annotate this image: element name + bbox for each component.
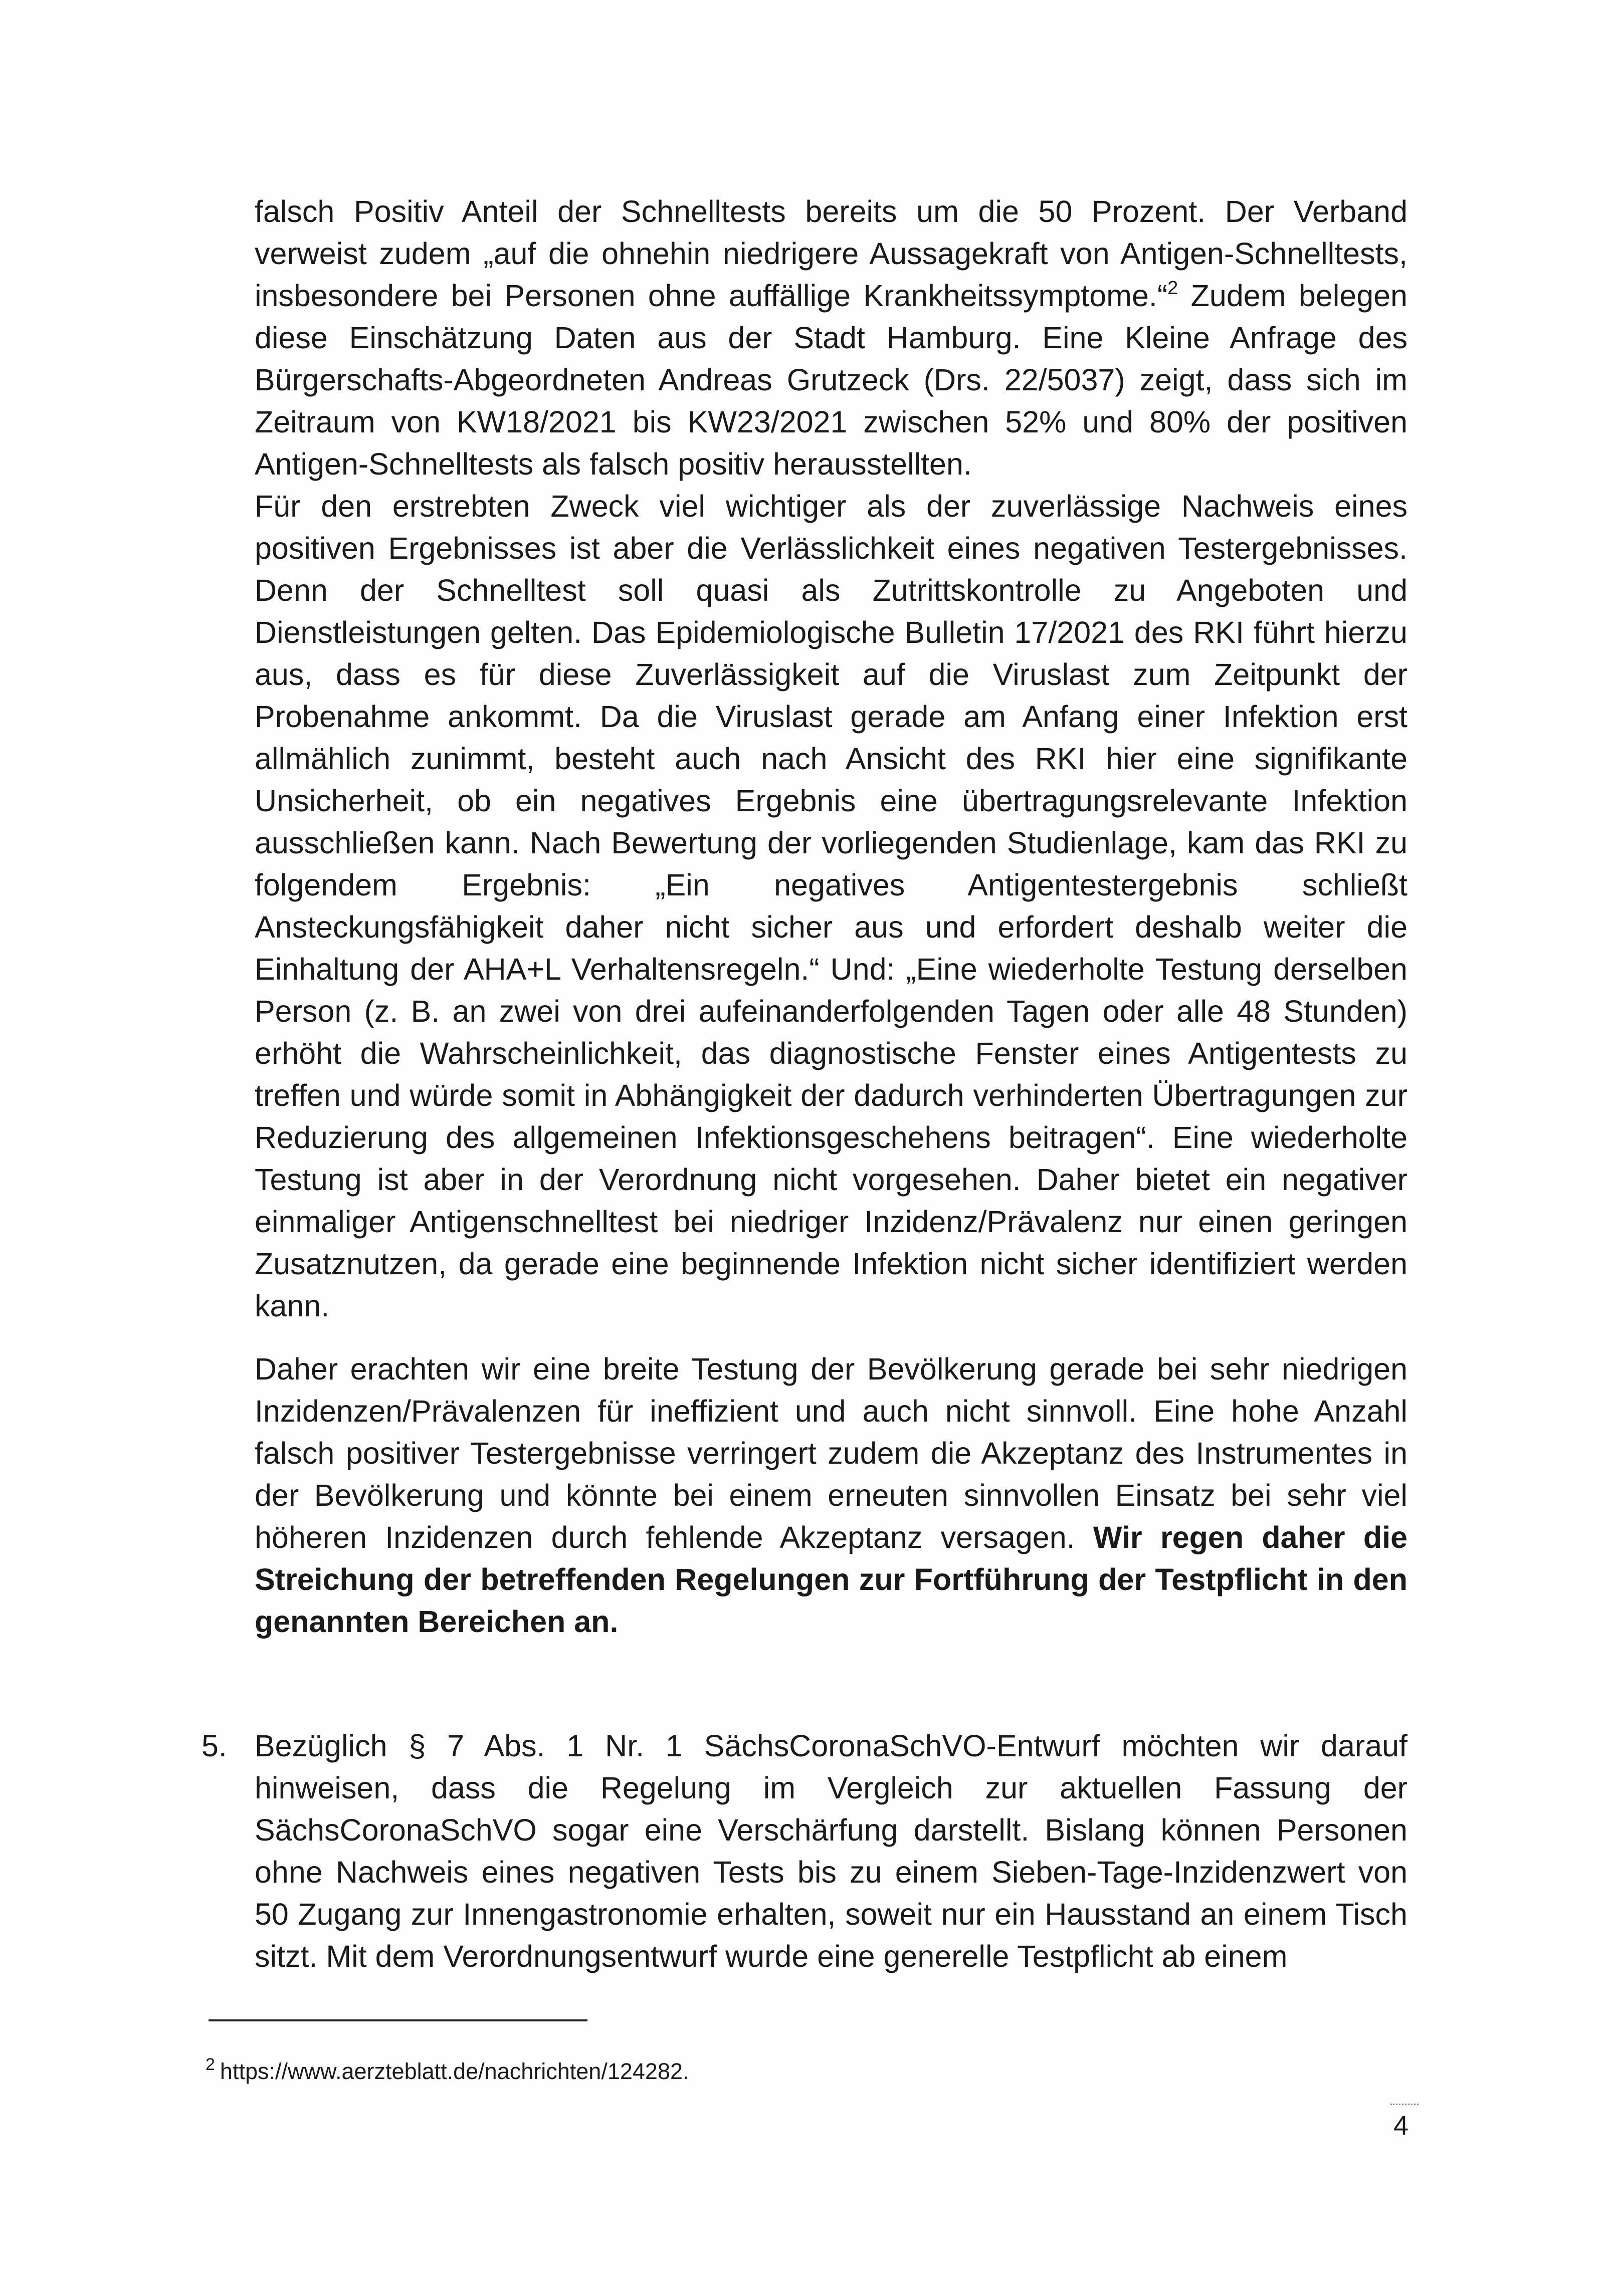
scan-artifact bbox=[1390, 2104, 1419, 2105]
footnote bbox=[206, 2056, 689, 2087]
paragraph-conclusion-recommendation: Wir regen daher die Streichung der betreffenden Regelungen zur Fortführung der Testpflicht in den genannten Bereichen an. bbox=[255, 1520, 1407, 1639]
page-number: 4 bbox=[1393, 2111, 1409, 2141]
paragraph-conclusion bbox=[255, 1348, 1407, 1643]
body-section-testing-reliability bbox=[255, 190, 1407, 1327]
list-item-5 bbox=[202, 1725, 1407, 1977]
footnote-reference[interactable]: 2 bbox=[1167, 278, 1178, 299]
paragraph-hamburg-data: Zudem belegen diese Einschätzung Daten aus der Stadt Hamburg. Eine Kleine Anfrage des Bürgerschafts-Abgeordneten Andreas Grutzeck (Drs. 22/5037) zeigt, dass sich im Zeitraum von KW18/2021 bis KW23/2021 zwischen 52% und 80% der positiven Antigen-Schnelltests als falsch positiv herausstellten. bbox=[255, 279, 1407, 481]
paragraph-rki-assessment: Für den erstrebten Zweck viel wichtiger als der zuverlässige Nachweis eines positiven Ergebnisses ist aber die Verlässlichkeit eines negativen Testergebnisses. Denn der Schnelltest soll quasi als Zutrittskontrolle zu Angeboten und Dienstleistungen gelten. Das Epidemiologische Bulletin 17/2021 des RKI führt hierzu aus, dass es für diese Zuverlässigkeit auf die Viruslast zum Zeitpunkt der Probenahme ankommt. Da die Viruslast gerade am Anfang einer Infektion erst allmählich zunimmt, besteht auch nach Ansicht des RKI hier eine signifikante Unsicherheit, ob ein negatives Ergebnis eine übertragungsrelevante Infektion ausschließen kann. Nach Bewertung der vorliegenden Studienlage, kam das RKI zu folgendem Ergebnis: „Ein negatives Antigentestergebnis schließt Ansteckungsfähigkeit daher nicht sicher aus und erfordert deshalb weiter die Einhaltung der AHA+L Verhaltensregeln.“ Und: „Eine wiederholte Testung derselben Person (z. B. an zwei von drei aufeinanderfolgenden Tagen oder alle 48 Stunden) erhöht die Wahrscheinlichkeit, das diagnostische Fenster eines Antigentests zu treffen und würde somit in Abhängigkeit der dadurch verhinderten Übertragungen zur Reduzierung des allgemeinen Infektionsgeschehens beitragen“. Eine wiederholte Testung ist aber in der Verordnung nicht vorgesehen. Daher bietet ein negativer einmaliger Antigenschnelltest bei niedriger Inzidenz/Prävalenz nur einen geringen Zusatznutzen, da gerade eine beginnende Infektion nicht sicher identifiziert werden kann. bbox=[255, 489, 1407, 1323]
list-item-text: Bezüglich § 7 Abs. 1 Nr. 1 SächsCoronaSchVO-Entwurf möchten wir darauf hinweisen, dass die Regelung im Vergleich zur aktuellen Fassung der SächsCoronaSchVO sogar eine Verschärfung darstellt. Bislang können Personen ohne Nachweis eines negativen Tests bis zu einem Sieben-Tage-Inzidenzwert von 50 Zugang zur Innengastronomie erhalten, soweit nur ein Hausstand an einem Tisch sitzt. Mit dem Verordnungsentwurf wurde eine generelle Testpflicht ab einem bbox=[255, 1729, 1407, 1973]
footnote-link[interactable]: https://www.aerzteblatt.de/nachrichten/124282. bbox=[220, 2058, 689, 2084]
list-item-number: 5. bbox=[202, 1729, 227, 1763]
paragraph-false-positive-rate: falsch Positiv Anteil der Schnelltests bereits um die 50 Prozent. Der Verband verweist zudem „auf die ohnehin niedrigere Aussagekraft von Antigen-Schnelltests, insbesondere bei Personen ohne auffällige Krankheitssymptome.“ bbox=[255, 194, 1407, 313]
footnote-divider bbox=[209, 2019, 587, 2021]
footnote-number: 2 bbox=[206, 2055, 215, 2074]
paragraph-conclusion-text: Daher erachten wir eine breite Testung der Bevölkerung gerade bei sehr niedrigen Inzidenzen/Prävalenzen für ineffizient und auch nicht sinnvoll. Eine hohe Anzahl falsch positiver Testergebnisse verringert zudem die Akzeptanz des Instrumentes in der Bevölkerung und könnte bei einem erneuten sinnvollen Einsatz bei sehr viel höheren Inzidenzen durch fehlende Akzeptanz versagen. bbox=[255, 1352, 1407, 1554]
